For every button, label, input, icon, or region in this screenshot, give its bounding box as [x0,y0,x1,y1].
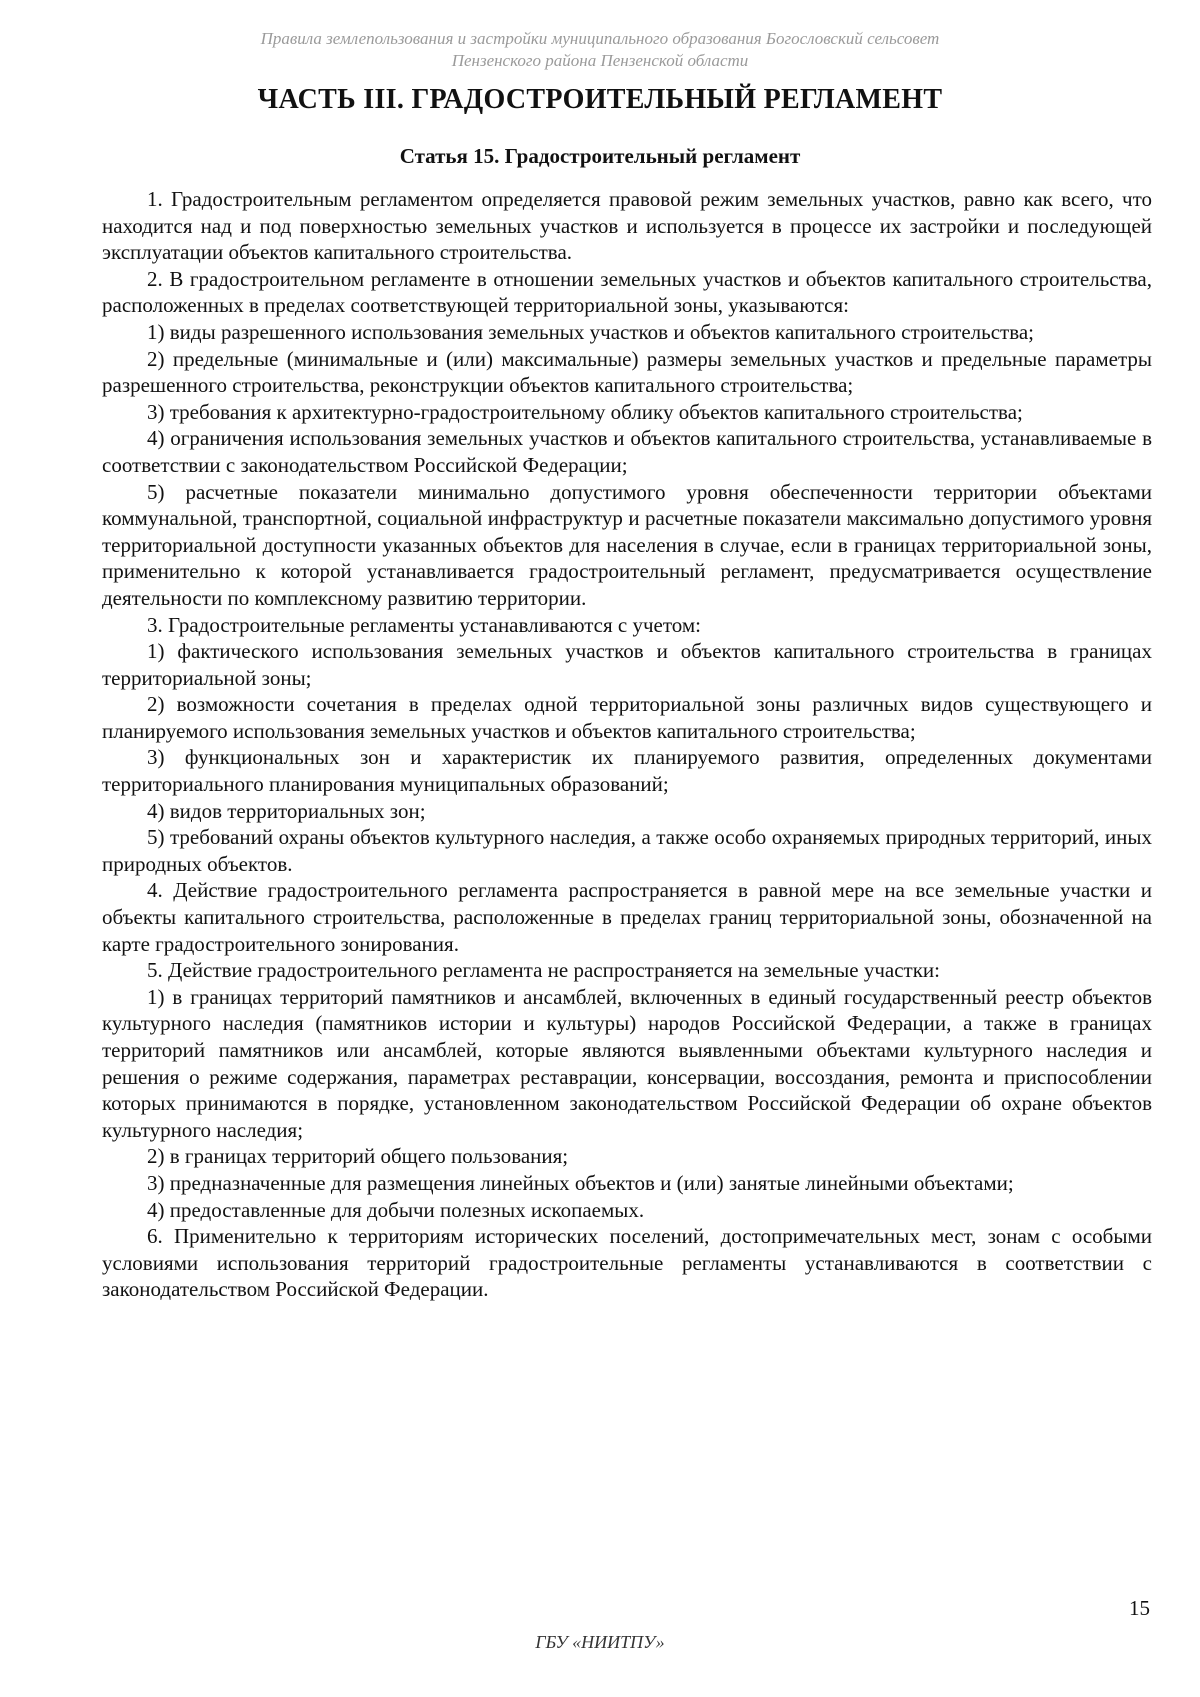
list-item: 2) предельные (минимальные и (или) максимальные) размеры земельных участков и предельные параметры разрешенного строительства, реконструкции объектов капитального строительства; [102,346,1152,398]
paragraph: 5. Действие градостроительного регламента не распространяется на земельные участки: [147,958,940,983]
running-header-line-1: Правила землепользования и застройки муниципального образования Богословский сельсовет [260,29,940,48]
running-header-line-2: Пензенского района Пензенской области [451,51,749,70]
list-item: 2) в границах территорий общего пользования; [147,1144,569,1169]
list-item: 3) функциональных зон и характеристик их планируемого развития, определенных документами территориального планирования муниципальных образований; [102,745,1152,797]
list-item: 1) фактического использования земельных участков и объектов капитального строительства в границах территориальной зоны; [102,639,1152,690]
paragraph: 2. В градостроительном регламенте в отношении земельных участков и объектов капитального строительства, расположенных в пределах соответствующей территориальной зоны, указываются: [102,266,1152,318]
list-item: 3) требования к архитектурно-градостроительному облику объектов капитального строительства; [147,399,1023,424]
list-item: 1) в границах территорий памятников и ансамблей, включенных в единый государственный реестр объектов культурного наследия (памятников истории и культуры) народов Российской Федерации, а также в границах территорий памятников или ансамблей, которые являются выявленными объектами культурного наследия и решения о режиме содержания, параметрах реставрации, консервации, воссоздания, ремонта и приспособлении которых принимаются в порядке, установленном законодательством Российской Федерации об охране объектов культурного наследия; [102,984,1152,1142]
page-number: 15 [1129,1596,1150,1620]
paragraph: 1. Градостроительным регламентом определяется правовой режим земельных участков, равно как всего, что находится над и под поверхностью земельных участков и используется в процессе их застройки и последующей эксплуатации объектов капитального строительства. [102,187,1152,265]
list-item: 4) предоставленные для добычи полезных ископаемых. [147,1197,645,1222]
paragraph: 4. Действие градостроительного регламента распространяется в равной мере на все земельные участки и объекты капитального строительства, расположенные в пределах границ территориальной зоны, обозначенной на карте градостроительного зонирования. [102,878,1152,956]
part-title: ЧАСТЬ III. ГРАДОСТРОИТЕЛЬНЫЙ РЕГЛАМЕНТ [257,84,943,115]
paragraph: 3. Градостроительные регламенты устанавливаются с учетом: [147,612,701,637]
paragraph: 6. Применительно к территориям исторических поселений, достопримечательных мест, зонам с особыми условиями использования территорий градостроительные регламенты устанавливаются в соответствии с законодательством Российской Федерации. [102,1224,1152,1302]
article-title: Статья 15. Градостроительный регламент [399,144,801,168]
footer-organization: ГБУ «НИИТПУ» [535,1632,665,1652]
article-body [102,186,1152,1303]
list-item: 3) предназначенные для размещения линейных объектов и (или) занятые линейными объектами; [147,1170,1014,1195]
list-item: 4) видов территориальных зон; [147,798,426,823]
list-item: 2) возможности сочетания в пределах одной территориальной зоны различных видов существующего и планируемого использования земельных участков и объектов капитального строительства; [102,692,1152,743]
list-item: 5) расчетные показатели минимально допустимого уровня обеспеченности территории объектами коммунальной, транспортной, социальной инфраструктур и расчетные показатели максимально допустимого уровня территориальной доступности указанных объектов для населения в случае, если в границах территориальной зоны, применительно к которой устанавливается градостроительный регламент, предусматривается осуществление деятельности по комплексному развитию территории. [102,479,1152,610]
running-header [150,28,1050,72]
list-item: 5) требований охраны объектов культурного наследия, а также особо охраняемых природных территорий, иных природных объектов. [102,825,1152,876]
list-item: 4) ограничения использования земельных участков и объектов капитального строительства, устанавливаемые в соответствии с законодательством Российской Федерации; [102,426,1152,477]
list-item: 1) виды разрешенного использования земельных участков и объектов капитального строительства; [147,319,1034,344]
